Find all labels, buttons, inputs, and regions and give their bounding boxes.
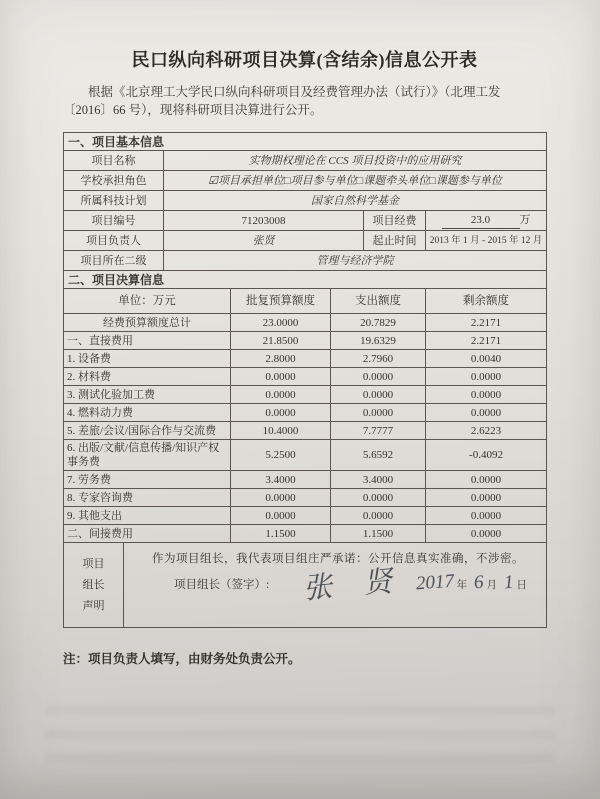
declaration-side-line: 声明 <box>82 599 105 612</box>
remaining-amount: 0.0040 <box>426 350 547 368</box>
basic-info-section-header <box>64 133 547 151</box>
leader-label: 项目负责人 <box>64 231 164 251</box>
budget-amount: 23.0000 <box>231 314 331 332</box>
expense-category-label: 7. 劳务费 <box>64 471 231 489</box>
intro-line-1: 根据《北京理工大学民口纵向科研项目及经费管理办法（试行）》（北理工发 <box>88 85 501 99</box>
spent-amount: 1.1500 <box>331 525 426 543</box>
expense-category-label: 5. 差旅/会议/国际合作与交流费 <box>64 422 231 440</box>
settlement-row <box>64 440 547 471</box>
spent-amount: 3.4000 <box>331 471 426 489</box>
spent-amount: 0.0000 <box>331 507 426 525</box>
period-label: 起止时间 <box>364 231 426 251</box>
remaining-amount: 0.0000 <box>426 471 547 489</box>
fund-label: 项目经费 <box>364 211 426 231</box>
signature-date <box>414 570 535 595</box>
project-id-value: 71203008 <box>164 211 364 231</box>
project-id-label: 项目编号 <box>64 211 164 231</box>
spent-amount: 0.0000 <box>331 368 426 386</box>
settlement-row <box>64 525 547 543</box>
date-month-handwriting: 6 <box>473 571 485 594</box>
project-name-value: 实物期权理论在 CCS 项目投资中的应用研究 <box>164 151 547 171</box>
remaining-amount: 0.0000 <box>426 525 547 543</box>
budget-amount: 10.4000 <box>231 422 331 440</box>
budget-amount: 0.0000 <box>231 368 331 386</box>
program-row <box>64 191 547 211</box>
footer-note: 注：项目负责人填写，由财务处负责公开。 <box>63 652 301 666</box>
expense-category-label: 1. 设备费 <box>64 350 231 368</box>
date-day-handwriting: 1 <box>503 571 515 594</box>
settlement-row <box>64 314 547 332</box>
page-title: 民口纵向科研项目决算(含结余)信息公开表 <box>131 50 478 70</box>
declaration-row <box>64 543 547 628</box>
project-id-row <box>64 211 547 231</box>
expense-category-label: 一、直接费用 <box>64 332 231 350</box>
form-content <box>63 0 546 667</box>
settlement-row <box>64 350 547 368</box>
settlement-row <box>64 404 547 422</box>
basic-section-title: 一、项目基本信息 <box>64 133 547 151</box>
program-value: 国家自然科学基金 <box>164 191 547 211</box>
remaining-amount: 0.0000 <box>426 404 547 422</box>
role-checkbox-options: ☑项目承担单位□项目参与单位□课题牵头单位□课题参与单位 <box>164 171 547 191</box>
spent-amount: 0.0000 <box>331 489 426 507</box>
settlement-row <box>64 368 547 386</box>
declaration-section <box>64 543 547 628</box>
budget-amount: 0.0000 <box>231 386 331 404</box>
budget-amount: 1.1500 <box>231 525 331 543</box>
fund-amount: 23.0 <box>442 213 520 229</box>
school-role-label: 学校承担角色 <box>64 171 164 191</box>
period-value: 2013 年 1 月 - 2015 年 12 月 <box>426 231 547 251</box>
budget-amount: 3.4000 <box>231 471 331 489</box>
budget-amount: 2.8000 <box>231 350 331 368</box>
remaining-amount: 0.0000 <box>426 386 547 404</box>
fund-unit: 万 <box>519 213 531 226</box>
intro-line-2: 〔2016〕66 号），现将科研项目决算进行公开。 <box>63 103 323 117</box>
date-day-unit: 日 <box>516 580 527 591</box>
department-value: 管理与经济学院 <box>164 251 547 271</box>
budget-amount: 21.8500 <box>231 332 331 350</box>
leader-value: 张贤 <box>164 231 364 251</box>
spent-amount: 19.6329 <box>331 332 426 350</box>
project-name-row <box>64 151 547 171</box>
remaining-amount: 2.2171 <box>426 314 547 332</box>
expense-category-label: 经费预算额度总计 <box>64 314 231 332</box>
expense-category-label: 9. 其他支出 <box>64 507 231 525</box>
spent-amount: 0.0000 <box>331 404 426 422</box>
expense-category-label: 8. 专家咨询费 <box>64 489 231 507</box>
spent-amount: 20.7829 <box>331 314 426 332</box>
settlement-row <box>64 507 547 525</box>
declaration-side-line: 组长 <box>82 578 105 591</box>
spent-amount: 0.0000 <box>331 386 426 404</box>
declaration-statement: 作为项目组长，我代表项目组庄严承诺：公开信息真实准确，不涉密。 <box>152 553 524 565</box>
spent-amount: 2.7960 <box>331 350 426 368</box>
settlement-column-headers <box>64 289 547 314</box>
expense-category-label: 二、间接费用 <box>64 525 231 543</box>
settlement-rows <box>64 314 547 543</box>
settlement-section-header <box>64 271 547 289</box>
department-row <box>64 251 547 271</box>
budget-amount: 0.0000 <box>231 489 331 507</box>
leader-signature-handwriting: 张 贤 <box>302 564 406 605</box>
remaining-amount: 0.0000 <box>426 368 547 386</box>
column-budget: 批复预算额度 <box>231 289 331 314</box>
remaining-amount: 0.0000 <box>426 507 547 525</box>
remaining-amount: 0.0000 <box>426 489 547 507</box>
column-spent: 支出额度 <box>331 289 426 314</box>
settlement-row <box>64 471 547 489</box>
expense-category-label: 6. 出版/文献/信息传播/知识产权事务费 <box>64 440 231 471</box>
settlement-row <box>64 332 547 350</box>
expense-category-label: 2. 材料费 <box>64 368 231 386</box>
program-label: 所属科技计划 <box>64 191 164 211</box>
settlement-row <box>64 386 547 404</box>
signature-row <box>132 564 538 605</box>
settlement-row <box>64 422 547 440</box>
declaration-side-label <box>64 543 124 628</box>
project-leader-row <box>64 231 547 251</box>
budget-amount: 0.0000 <box>231 404 331 422</box>
spent-amount: 7.7777 <box>331 422 426 440</box>
remaining-amount: 2.6223 <box>426 422 547 440</box>
declaration-side-line: 项目 <box>82 557 105 570</box>
settlement-section-title: 二、项目决算信息 <box>64 271 547 289</box>
budget-amount: 0.0000 <box>231 507 331 525</box>
declaration-body <box>124 543 547 628</box>
date-year-handwriting: 2017 <box>414 570 455 595</box>
remaining-amount: 2.2171 <box>426 332 547 350</box>
fund-value-cell <box>426 211 547 231</box>
budget-amount: 5.2500 <box>231 440 331 471</box>
expense-category-label: 3. 测试化验加工费 <box>64 386 231 404</box>
spent-amount: 5.6592 <box>331 440 426 471</box>
date-month-unit: 月 <box>486 580 497 591</box>
settlement-row <box>64 489 547 507</box>
column-remain: 剩余额度 <box>426 289 547 314</box>
form-table <box>63 132 547 628</box>
intro-paragraph <box>63 83 546 119</box>
signature-label: 项目组长（签字）: <box>174 578 270 591</box>
school-role-row <box>64 171 547 191</box>
paper-showthrough-texture <box>45 706 555 770</box>
department-label: 项目所在二级 <box>64 251 164 271</box>
date-year-unit: 年 <box>456 580 467 591</box>
column-unit: 单位：万元 <box>64 289 231 314</box>
remaining-amount: -0.4092 <box>426 440 547 471</box>
basic-info-section <box>64 133 547 314</box>
project-name-label: 项目名称 <box>64 151 164 171</box>
expense-category-label: 4. 燃料动力费 <box>64 404 231 422</box>
